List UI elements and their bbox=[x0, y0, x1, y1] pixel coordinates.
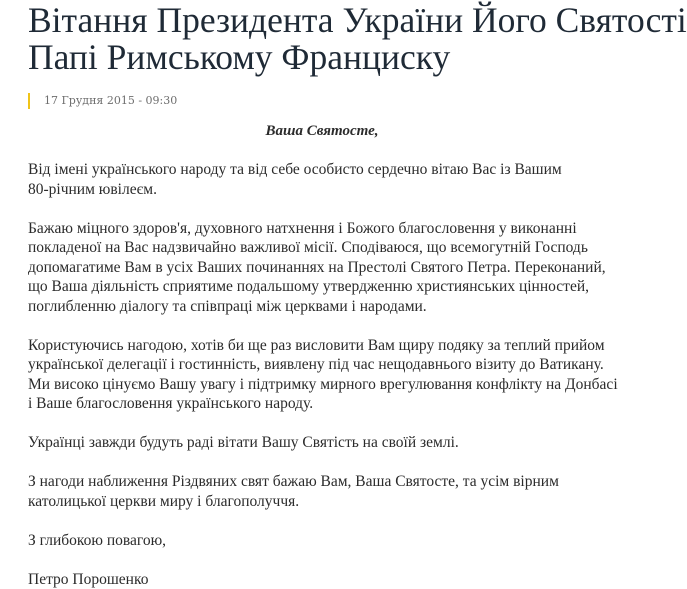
paragraph-line: Українці завжди будуть раді вітати Вашу Святість на своїй землі. bbox=[28, 433, 608, 453]
paragraph-line: що Ваша діяльність сприятиме подальшому утвердженню християнських цінностей, bbox=[28, 277, 608, 297]
paragraph-line: Бажаю міцного здоров'я, духовного натхнення і Божого благословення у виконанні bbox=[28, 219, 608, 239]
article-title-line: Вітання Президента України Його Святості bbox=[28, 2, 608, 39]
salutation: Ваша Святосте, bbox=[28, 123, 608, 140]
paragraph-line: і Ваше благословення українського народу. bbox=[28, 394, 608, 414]
letter-paragraph bbox=[28, 219, 608, 317]
letter-paragraph bbox=[28, 336, 608, 414]
paragraph-line: Ми високо цінуємо Вашу увагу і підтримку мирного врегулювання конфлікту на Донбасі bbox=[28, 375, 608, 395]
paragraph-line: Користуючись нагодою, хотів би ще раз висловити Вам щиру подяку за теплий прийом bbox=[28, 336, 608, 356]
paragraph-line: покладеної на Вас надзвичайно важливої місії. Сподіваюся, що всемогутній Господь bbox=[28, 238, 608, 258]
article bbox=[28, 0, 608, 589]
letter-body bbox=[28, 160, 608, 589]
paragraph-line: української делегації і гостинність, виявлену під час нещодавнього візиту до Ватикану. bbox=[28, 355, 608, 375]
paragraph-line: католицької церкви миру і благополуччя. bbox=[28, 492, 608, 512]
letter-paragraph bbox=[28, 472, 608, 511]
paragraph-line: допомагатиме Вам в усіх Ваших починаннях на Престолі Святого Петра. Переконаний, bbox=[28, 258, 608, 278]
signoff: З глибокою повагою, bbox=[28, 531, 608, 551]
paragraph-line: 80-річним ювілеєм. bbox=[28, 180, 608, 200]
article-title bbox=[28, 0, 608, 76]
paragraph-line: З нагоди наближення Різдвяних свят бажаю Вам, Ваша Святосте, та усім вірним bbox=[28, 472, 608, 492]
article-title-line: Папі Римському Франциску bbox=[28, 39, 608, 76]
paragraph-line: поглибленню діалогу та співпраці між церквами і народами. bbox=[28, 297, 608, 317]
paragraph-line: Від імені українського народу та від себе особисто сердечно вітаю Вас із Вашим bbox=[28, 160, 608, 180]
article-meta bbox=[28, 91, 608, 111]
letter-paragraph bbox=[28, 160, 608, 199]
signature: Петро Порошенко bbox=[28, 570, 608, 589]
date-accent-bar bbox=[28, 93, 30, 109]
letter-paragraph bbox=[28, 433, 608, 453]
publish-date: 17 Грудня 2015 - 09:30 bbox=[44, 94, 177, 107]
